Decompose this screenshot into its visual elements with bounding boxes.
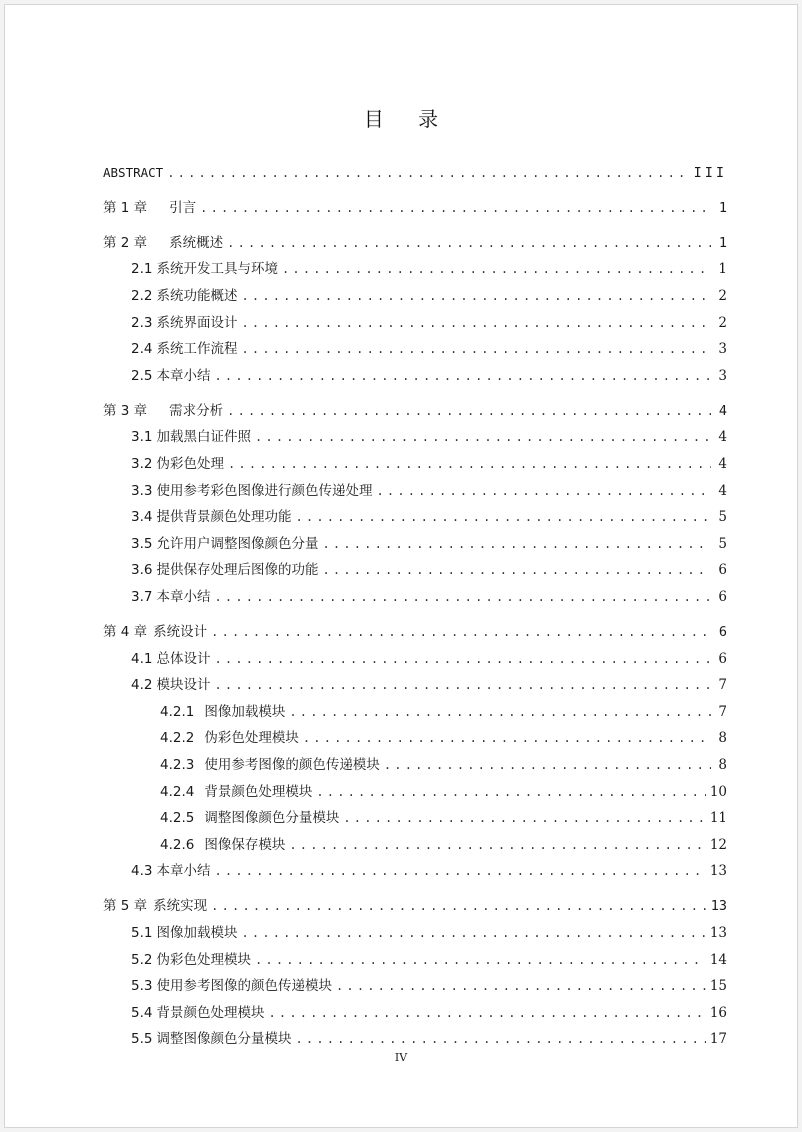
leader-dots <box>214 649 711 669</box>
toc-entry-label: 3.6 提供保存处理后图像的功能 <box>131 562 319 578</box>
toc-entry-page: 4 <box>718 483 727 499</box>
leader-dots <box>322 560 711 580</box>
toc-entry-4-3[interactable] <box>131 861 727 881</box>
toc-entry-label: 4.2.1 图像加载模块 <box>160 704 286 720</box>
leader-dots <box>336 976 706 996</box>
leader-dots <box>211 622 711 642</box>
toc-entry-label: 4.3 本章小结 <box>131 863 211 879</box>
toc-entry-label: 3.1 加载黑白证件照 <box>131 429 251 445</box>
toc-entry-chapter-5[interactable] <box>103 896 727 916</box>
toc-entry-label: 2.4 系统工作流程 <box>131 341 238 357</box>
toc-entry-page: 12 <box>709 837 727 853</box>
toc-entry-page: 17 <box>709 1031 727 1047</box>
leader-dots <box>211 896 707 916</box>
toc-entry-2-2[interactable] <box>131 286 727 306</box>
toc-entry-3-6[interactable] <box>131 560 727 580</box>
toc-entry-5-3[interactable] <box>131 976 727 996</box>
toc-entry-page: 6 <box>718 651 727 667</box>
toc-entry-page: 6 <box>718 589 727 605</box>
toc-entry-page: 2 <box>718 288 727 304</box>
leader-dots <box>322 534 711 554</box>
toc-entry-label: 3.7 本章小结 <box>131 589 211 605</box>
toc-entry-page: 5 <box>718 509 727 525</box>
leader-dots <box>255 427 711 447</box>
toc-entry-label: 5.4 背景颜色处理模块 <box>131 1005 265 1021</box>
leader-dots <box>316 782 705 802</box>
toc-entry-page: 4 <box>718 456 727 472</box>
toc-entry-page: 1 <box>718 200 727 216</box>
leader-dots <box>289 702 711 722</box>
toc-entry-label: 第 3 章 需求分析 <box>103 403 224 419</box>
leader-dots <box>282 259 711 279</box>
leader-dots <box>295 1029 705 1049</box>
toc-entry-label: 4.2.4 背景颜色处理模块 <box>160 784 313 800</box>
toc-entry-page: 8 <box>718 757 727 773</box>
toc-entry-5-1[interactable] <box>131 923 727 943</box>
leader-dots <box>241 286 711 306</box>
leader-dots <box>343 808 705 828</box>
toc-entry-label: 3.4 提供背景颜色处理功能 <box>131 509 292 525</box>
leader-dots <box>241 923 705 943</box>
toc-entry-page: 14 <box>709 952 727 968</box>
toc-entry-label: ABSTRACT <box>103 165 164 180</box>
toc-entry-3-4[interactable] <box>131 507 727 527</box>
toc-entry-page: 13 <box>709 863 727 879</box>
toc-entry-chapter-1[interactable] <box>103 198 727 218</box>
toc-entry-page: 8 <box>718 730 727 746</box>
toc-entry-page: 4 <box>718 403 727 419</box>
toc-entry-page: 6 <box>718 624 727 640</box>
leader-dots <box>214 587 711 607</box>
toc-entry-label: 3.2 伪彩色处理 <box>131 456 224 472</box>
toc-entry-page: 15 <box>709 978 727 994</box>
document-page <box>4 4 798 1128</box>
toc-entry-5-4[interactable] <box>131 1003 727 1023</box>
toc-entry-label: 5.1 图像加载模块 <box>131 925 238 941</box>
toc-entry-label: 5.5 调整图像颜色分量模块 <box>131 1031 292 1047</box>
toc-entry-page: 13 <box>710 898 727 914</box>
toc-entry-label: 2.2 系统功能概述 <box>131 288 238 304</box>
toc-entry-3-1[interactable] <box>131 427 727 447</box>
leader-dots <box>214 366 711 386</box>
leader-dots <box>241 313 711 333</box>
leader-dots <box>227 401 711 421</box>
toc-entry-page: III <box>693 165 727 181</box>
toc-entry-label: 4.2.3 使用参考图像的颜色传递模块 <box>160 757 380 773</box>
toc-entry-2-4[interactable] <box>131 339 727 359</box>
toc-entry-label: 5.3 使用参考图像的颜色传递模块 <box>131 978 332 994</box>
toc-entry-label: 4.2 模块设计 <box>131 677 211 693</box>
toc-entry-label: 4.2.6 图像保存模块 <box>160 837 286 853</box>
toc-entry-chapter-3[interactable] <box>103 401 727 421</box>
toc-entry-2-3[interactable] <box>131 313 727 333</box>
toc-entry-chapter-4[interactable] <box>103 622 727 642</box>
toc-title: 目 录 <box>363 107 453 131</box>
leader-dots <box>214 675 711 695</box>
toc-entry-page: 3 <box>718 341 727 357</box>
toc-entry-3-3[interactable] <box>131 481 727 501</box>
leader-dots <box>227 233 711 253</box>
toc-entry-label: 第 1 章 引言 <box>103 200 197 216</box>
toc-entry-page: 7 <box>718 704 727 720</box>
toc-entry-label: 4.2.2 伪彩色处理模块 <box>160 730 299 746</box>
table-of-contents <box>5 5 797 1127</box>
toc-entry-label: 2.3 系统界面设计 <box>131 315 238 331</box>
toc-entry-label: 第 4 章 系统设计 <box>103 624 208 640</box>
toc-entry-label: 5.2 伪彩色处理模块 <box>131 952 251 968</box>
toc-entry-page: 6 <box>718 562 727 578</box>
toc-entry-page: 10 <box>709 784 727 800</box>
toc-entry-label: 4.2.5 调整图像颜色分量模块 <box>160 810 340 826</box>
toc-entry-label: 第 2 章 系统概述 <box>103 235 224 251</box>
toc-entry-page: 13 <box>709 925 727 941</box>
leader-dots <box>255 950 706 970</box>
leader-dots <box>384 755 711 775</box>
toc-entry-4-2-3[interactable] <box>160 755 727 775</box>
toc-entry-label: 3.3 使用参考彩色图像进行颜色传递处理 <box>131 483 373 499</box>
toc-entry-label: 2.5 本章小结 <box>131 368 211 384</box>
toc-entry-4-1[interactable] <box>131 649 727 669</box>
toc-entry-2-5[interactable] <box>131 366 727 386</box>
leader-dots <box>376 481 711 501</box>
toc-entry-page: 3 <box>718 368 727 384</box>
toc-entry-label: 第 5 章 系统实现 <box>103 898 208 914</box>
leader-dots <box>228 454 711 474</box>
toc-entry-page: 5 <box>718 536 727 552</box>
toc-entry-4-2-6[interactable] <box>160 835 727 855</box>
toc-entry-label: 3.5 允许用户调整图像颜色分量 <box>131 536 319 552</box>
toc-entry-3-5[interactable] <box>131 534 727 554</box>
toc-entry-3-2[interactable] <box>131 454 727 474</box>
leader-dots <box>241 339 711 359</box>
toc-entry-chapter-2[interactable] <box>103 233 727 253</box>
toc-entry-page: 1 <box>718 235 727 251</box>
toc-entry-abstract[interactable] <box>103 163 727 183</box>
page-number-footer: IV <box>394 1051 408 1064</box>
leader-dots <box>268 1003 705 1023</box>
toc-entry-4-2-5[interactable] <box>160 808 727 828</box>
toc-entry-5-5[interactable] <box>131 1029 727 1049</box>
leader-dots <box>200 198 711 218</box>
toc-entry-4-2-4[interactable] <box>160 782 727 802</box>
leader-dots <box>289 835 705 855</box>
toc-entry-label: 2.1 系统开发工具与环境 <box>131 261 278 277</box>
toc-entry-5-2[interactable] <box>131 950 727 970</box>
toc-entry-3-7[interactable] <box>131 587 727 607</box>
toc-entry-2-1[interactable] <box>131 259 727 279</box>
toc-entry-page: 4 <box>718 429 727 445</box>
leader-dots <box>295 507 711 527</box>
toc-entry-page: 7 <box>718 677 727 693</box>
toc-entry-4-2[interactable] <box>131 675 727 695</box>
toc-entry-4-2-2[interactable] <box>160 728 727 748</box>
toc-entry-4-2-1[interactable] <box>160 702 727 722</box>
toc-entry-label: 4.1 总体设计 <box>131 651 211 667</box>
leader-dots <box>214 861 705 881</box>
toc-entry-page: 1 <box>718 261 727 277</box>
toc-entry-page: 16 <box>709 1005 727 1021</box>
leader-dots <box>303 728 711 748</box>
leader-dots <box>167 163 689 183</box>
toc-entry-page: 2 <box>718 315 727 331</box>
toc-entry-page: 11 <box>709 810 727 826</box>
